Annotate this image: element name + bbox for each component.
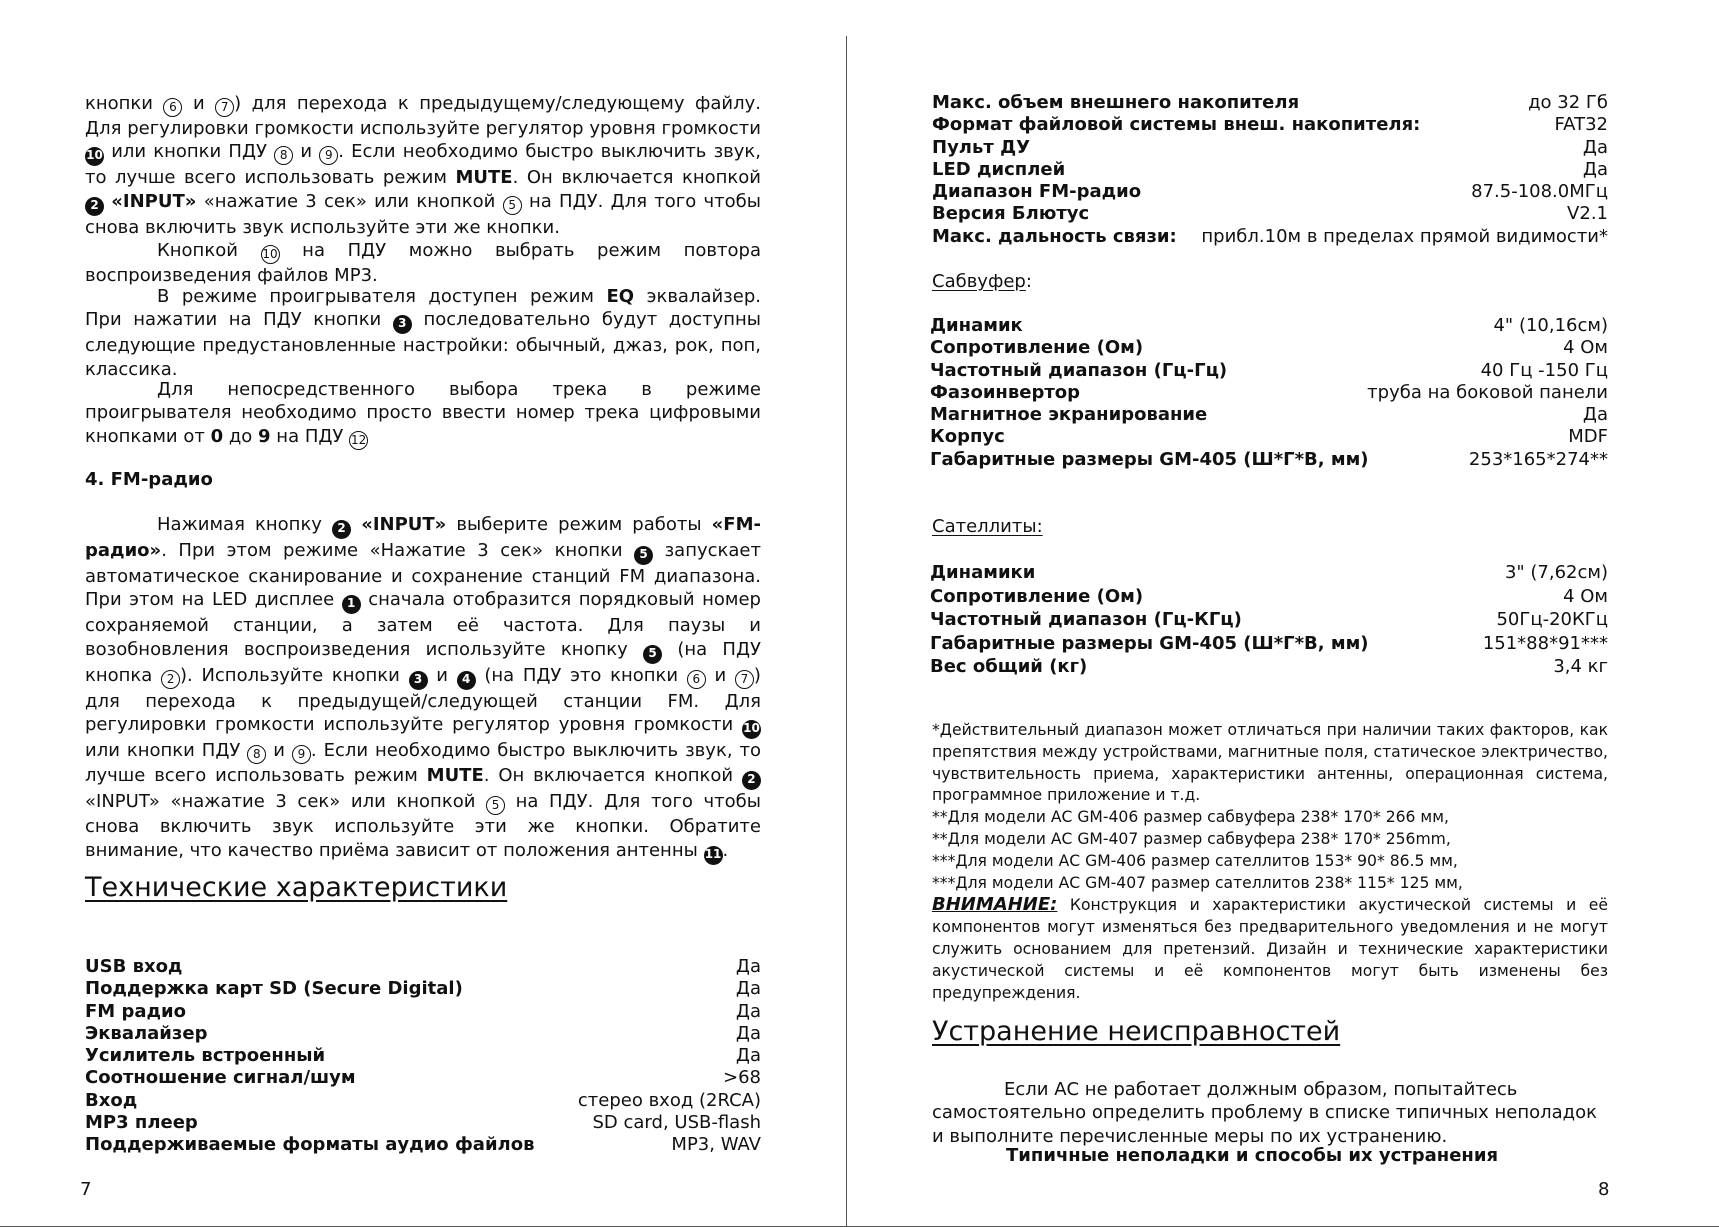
left-spec-table: [85, 956, 761, 1157]
spec-label: Динамик: [930, 315, 1023, 336]
filled-10-icon: 10: [742, 720, 761, 739]
spec-row: [85, 1112, 761, 1134]
spec-value: V2.1: [1567, 203, 1608, 225]
spec-row: [930, 404, 1608, 426]
spec-label: Магнитное экранирование: [930, 404, 1208, 426]
spec-label: Поддержка карт SD (Secure Digital): [85, 978, 463, 1000]
troubleshooting-subheading: Типичные неполадки и способы их устранения: [1006, 1145, 1499, 1166]
circled-8-icon: 8: [247, 745, 266, 764]
warning-label: ВНИМАНИЕ:: [932, 894, 1058, 916]
spec-value: до 32 Гб: [1528, 92, 1608, 113]
spec-value: Да: [735, 1045, 761, 1067]
spec-value: Да: [735, 1022, 761, 1044]
paragraph-repeat: [85, 239, 761, 287]
warning-text: Конструкция и характеристики акустической системы и её компонентов могут изменяться без предварительного уведомления и не могут служить основанием для претензий. Дизайн и технические характеристики акустической системы и её компонентов могут быть изменены без предупреждения.: [932, 896, 1608, 1002]
text: последовательно будут доступны следующие предустановленные настройки: обычный, джаз, рок, поп, классика.: [85, 309, 761, 380]
filled-10-icon: 10: [85, 147, 104, 166]
paragraph-eq: [85, 285, 761, 381]
filled-5-icon: 5: [643, 645, 662, 664]
spec-label: Габаритные размеры GM-405 (Ш*Г*В, мм): [930, 632, 1369, 654]
text: выберите режим работы: [456, 514, 702, 535]
spec-label: Макс. дальность связи:: [932, 225, 1177, 247]
text: . При этом режиме «Нажатие 3 сек» кнопки: [161, 540, 623, 561]
filled-3-icon: 3: [409, 671, 428, 690]
text: . Если необходимо быстро выключить звук, то лучше всего использовать режим: [85, 740, 761, 787]
spec-label: Сопротивление (Ом): [930, 585, 1144, 607]
text: до: [228, 425, 253, 447]
circled-12-icon: 12: [349, 431, 368, 450]
spec-label: Диапазон FM-радио: [932, 181, 1142, 203]
circled-6-icon: 6: [687, 670, 706, 689]
text: (на ПДУ кнопка: [85, 638, 761, 686]
subwoofer-title-text: Сабвуфер: [932, 271, 1026, 292]
spec-row: [930, 562, 1608, 586]
spec-row: [932, 226, 1608, 248]
circled-5-icon: 5: [486, 796, 505, 815]
text: . Он включается кнопкой: [512, 167, 761, 189]
spec-value: 4 Ом: [1563, 585, 1608, 607]
spec-label: Вход: [85, 1089, 138, 1111]
spec-row: [930, 633, 1608, 657]
circled-2-icon: 2: [161, 670, 180, 689]
fm-radio-label: «FM-радио»: [85, 514, 761, 561]
spec-row: [932, 203, 1608, 225]
spec-row: [930, 426, 1608, 448]
spec-label: LED дисплей: [932, 158, 1066, 180]
spec-label: Формат файловой системы внеш. накопителя:: [932, 114, 1421, 136]
spec-label: Пульт ДУ: [932, 136, 1030, 158]
footnote-range: *Действительный диапазон может отличаться при наличии таких факторов, как препятствия между устройствами, магнитные поля, статическое электричество, чувствительность приема, характеристики антенны, операционная система, программное приложение и т.д.: [932, 721, 1608, 805]
spec-value: 50Гц-20КГц: [1496, 609, 1608, 630]
spec-value: MP3, WAV: [671, 1134, 761, 1156]
spec-label: Усилитель встроенный: [85, 1045, 326, 1067]
spec-value: 151*88*91***: [1482, 632, 1608, 654]
spec-value: труба на боковой панели: [1367, 381, 1608, 403]
filled-2-icon: 2: [742, 771, 761, 790]
spec-value: SD card, USB-flash: [592, 1112, 761, 1134]
text: и: [273, 740, 285, 762]
spec-row: [85, 1045, 761, 1067]
spec-row: [85, 1067, 761, 1089]
spec-label: Фазоинвертор: [930, 381, 1081, 403]
digit-nine: 9: [258, 425, 271, 447]
spec-label: Макс. объем внешнего накопителя: [932, 92, 1300, 113]
circled-9-icon: 9: [319, 146, 338, 165]
filled-5-icon: 5: [634, 546, 653, 565]
subwoofer-title-colon: :: [1025, 271, 1032, 292]
text: (на ПДУ это кнопки: [484, 664, 679, 686]
circled-6-icon: 6: [163, 98, 182, 117]
filled-2-icon: 2: [332, 520, 351, 539]
spec-row: [930, 586, 1608, 610]
text: кнопки: [85, 93, 153, 114]
input-label: «INPUT»: [85, 791, 160, 813]
spec-row: [930, 609, 1608, 633]
spec-value: 40 Гц -150 Гц: [1480, 359, 1608, 381]
page-number: 7: [80, 1179, 92, 1200]
eq-label: EQ: [606, 286, 635, 307]
spec-row: [932, 114, 1608, 136]
text: .: [722, 839, 729, 861]
troubleshooting-intro: Если АС не работает должным образом, попытайтесь самостоятельно определить проблему в списке типичных неполадок и выполните перечисленные меры по их устранению.: [932, 1079, 1597, 1147]
footnote-sat-406: ***Для модели АС GM-406 размер сателлитов 153* 90* 86.5 мм,: [932, 851, 1458, 870]
text: и: [436, 664, 448, 686]
spec-row: [930, 449, 1608, 471]
circled-9-icon: 9: [292, 745, 311, 764]
spec-value: Да: [1582, 158, 1608, 180]
text: или кнопки ПДУ: [85, 740, 241, 762]
filled-1-icon: 1: [342, 595, 361, 614]
spec-value: стерео вход (2RCA): [577, 1089, 761, 1111]
satellites-title: Сателлиты:: [932, 516, 1043, 537]
text: ) для перехода к предыдущей/следующей станции FM. Для регулировки громкости используйте регулятор уровня громкости: [85, 664, 761, 736]
subwoofer-title: [932, 271, 1032, 292]
circled-5-icon: 5: [503, 196, 522, 215]
spec-label: Версия Блютус: [932, 203, 1090, 225]
filled-2-icon: 2: [85, 197, 104, 216]
spec-row: [932, 92, 1608, 114]
spec-row: [85, 1090, 761, 1112]
mute-label: MUTE: [426, 765, 484, 787]
spec-value: Да: [1582, 404, 1608, 426]
spec-value: 87.5-108.0МГц: [1471, 181, 1608, 203]
mute-label: MUTE: [455, 167, 513, 189]
fm-radio-heading: 4. FM-радио: [85, 469, 213, 490]
footnote-sub-407: **Для модели АС GM-407 размер сабвуфера 238* 170* 256mm,: [932, 829, 1451, 848]
spec-label: MP3 плеер: [85, 1112, 198, 1134]
spec-row: [930, 656, 1608, 680]
digit-zero: 0: [210, 425, 224, 447]
text: В режиме проигрывателя доступен режим: [157, 286, 594, 307]
text: . Если необходимо быстро выключить звук, то лучше всего использовать режим: [85, 141, 762, 189]
spec-value: прибл.10м в пределах прямой видимости*: [1201, 225, 1608, 247]
text: или кнопки ПДУ: [111, 141, 267, 163]
text: на ПДУ. Для того чтобы снова включить звук используйте эти же кнопки. Обратите внимание, что качество приёма зависит от положения антенны: [85, 791, 761, 861]
spec-value: MDF: [1568, 426, 1608, 448]
circled-8-icon: 8: [274, 146, 293, 165]
spec-row: [85, 978, 761, 1000]
spec-value: Да: [735, 1000, 761, 1022]
spec-label: USB вход: [85, 956, 183, 977]
text: ). Используйте кнопки: [180, 664, 400, 686]
circled-7-icon: 7: [735, 670, 754, 689]
spec-value: >68: [723, 1067, 761, 1089]
input-label: «INPUT»: [111, 190, 197, 212]
input-label: «INPUT»: [361, 514, 447, 535]
spec-row: [85, 1134, 761, 1156]
text: и: [714, 664, 727, 686]
spec-value: 4" (10,16см): [1493, 315, 1608, 336]
spec-value: 3,4 кг: [1553, 656, 1608, 677]
spec-label: Сопротивление (Ом): [930, 337, 1144, 359]
footnotes: [932, 720, 1608, 1004]
satellites-spec-table: [930, 562, 1608, 680]
text: на ПДУ можно выбрать режим повтора воспроизведения файлов МР3.: [85, 240, 761, 286]
spec-label: Эквалайзер: [85, 1022, 208, 1044]
text: . Он включается кнопкой: [483, 765, 734, 787]
spec-label: Габаритные размеры GM-405 (Ш*Г*В, мм): [930, 448, 1369, 470]
spec-value: Да: [735, 978, 761, 1000]
spec-value: Да: [735, 956, 761, 977]
spec-label: Поддерживаемые форматы аудио файлов: [85, 1134, 535, 1156]
spec-row: [85, 1001, 761, 1023]
warning-note: [932, 894, 1608, 1004]
subwoofer-spec-table: [930, 315, 1608, 471]
text: ) для перехода к предыдущему/следующему файлу. Для регулировки громкости используйте регулятор уровня громкости: [85, 93, 761, 139]
spec-label: Вес общий (кг): [930, 656, 1088, 677]
spec-row: [932, 181, 1608, 203]
text: на ПДУ: [276, 425, 344, 447]
left-page: [0, 0, 846, 1227]
spec-value: 3" (7,62см): [1504, 562, 1608, 583]
spec-row: [930, 382, 1608, 404]
spec-value: FAT32: [1554, 114, 1608, 136]
spec-value: 4 Ом: [1563, 337, 1608, 359]
circled-7-icon: 7: [215, 98, 234, 117]
paragraph-fm-radio: [85, 513, 761, 865]
text: на ПДУ. Для того чтобы снова включить звук используйте эти же кнопки.: [85, 190, 761, 238]
tech-specs-title: Технические характеристики: [85, 872, 508, 903]
spec-row: [930, 337, 1608, 359]
spec-label: Корпус: [930, 426, 1005, 448]
troubleshooting-title: Устранение неисправностей: [932, 1016, 1341, 1047]
paragraph-track-select: [85, 378, 761, 450]
spec-value: Да: [1582, 136, 1608, 158]
text: сначала отобразится порядковый номер сохраняемой станции, а затем её частота. Для паузы и возобновления воспроизведения используйте кнопку: [85, 589, 761, 660]
spec-row: [85, 956, 761, 978]
text: запускает автоматическое сканирование и сохранение станций FM диапазона. При этом на LED дисплее: [85, 540, 761, 611]
text: Нажимая кнопку: [157, 514, 322, 535]
footnote-sub-406: **Для модели АС GM-406 размер сабвуфера 238* 170* 266 мм,: [932, 808, 1449, 827]
right-page: [846, 0, 1719, 1227]
filled-4-icon: 4: [457, 671, 476, 690]
paragraph-player-controls: [85, 92, 761, 239]
text: «нажатие 3 сек» или кнопкой: [203, 190, 496, 212]
spec-value: 253*165*274**: [1468, 448, 1608, 470]
text: и: [192, 93, 205, 114]
general-spec-table: [932, 92, 1608, 248]
spec-row: [930, 315, 1608, 337]
filled-3-icon: 3: [393, 315, 412, 334]
spec-row: [932, 137, 1608, 159]
footnote-sat-407: ***Для модели АС GM-407 размер сателлитов 238* 115* 125 мм,: [932, 873, 1463, 892]
spec-label: FM радио: [85, 1000, 187, 1022]
page-number: 8: [1598, 1179, 1610, 1200]
text: Для непосредственного выбора трека в режиме проигрывателя необходимо просто ввести номер трека цифровыми кнопками от: [85, 379, 761, 447]
filled-11-icon: 11: [704, 846, 723, 865]
text: «нажатие 3 сек» или кнопкой: [170, 791, 476, 813]
text: и: [300, 141, 313, 163]
text: эквалайзер. При нажатии на ПДУ кнопки: [85, 286, 761, 331]
circled-10-icon: 10: [261, 245, 280, 264]
spec-row: [930, 360, 1608, 382]
spec-label: Динамики: [930, 562, 1036, 583]
spec-label: Частотный диапазон (Гц-Гц): [930, 359, 1228, 381]
text: Кнопкой: [157, 240, 238, 261]
spec-row: [85, 1023, 761, 1045]
spec-row: [932, 159, 1608, 181]
spec-label: Частотный диапазон (Гц-КГц): [930, 609, 1242, 630]
spec-label: Соотношение сигнал/шум: [85, 1067, 356, 1089]
